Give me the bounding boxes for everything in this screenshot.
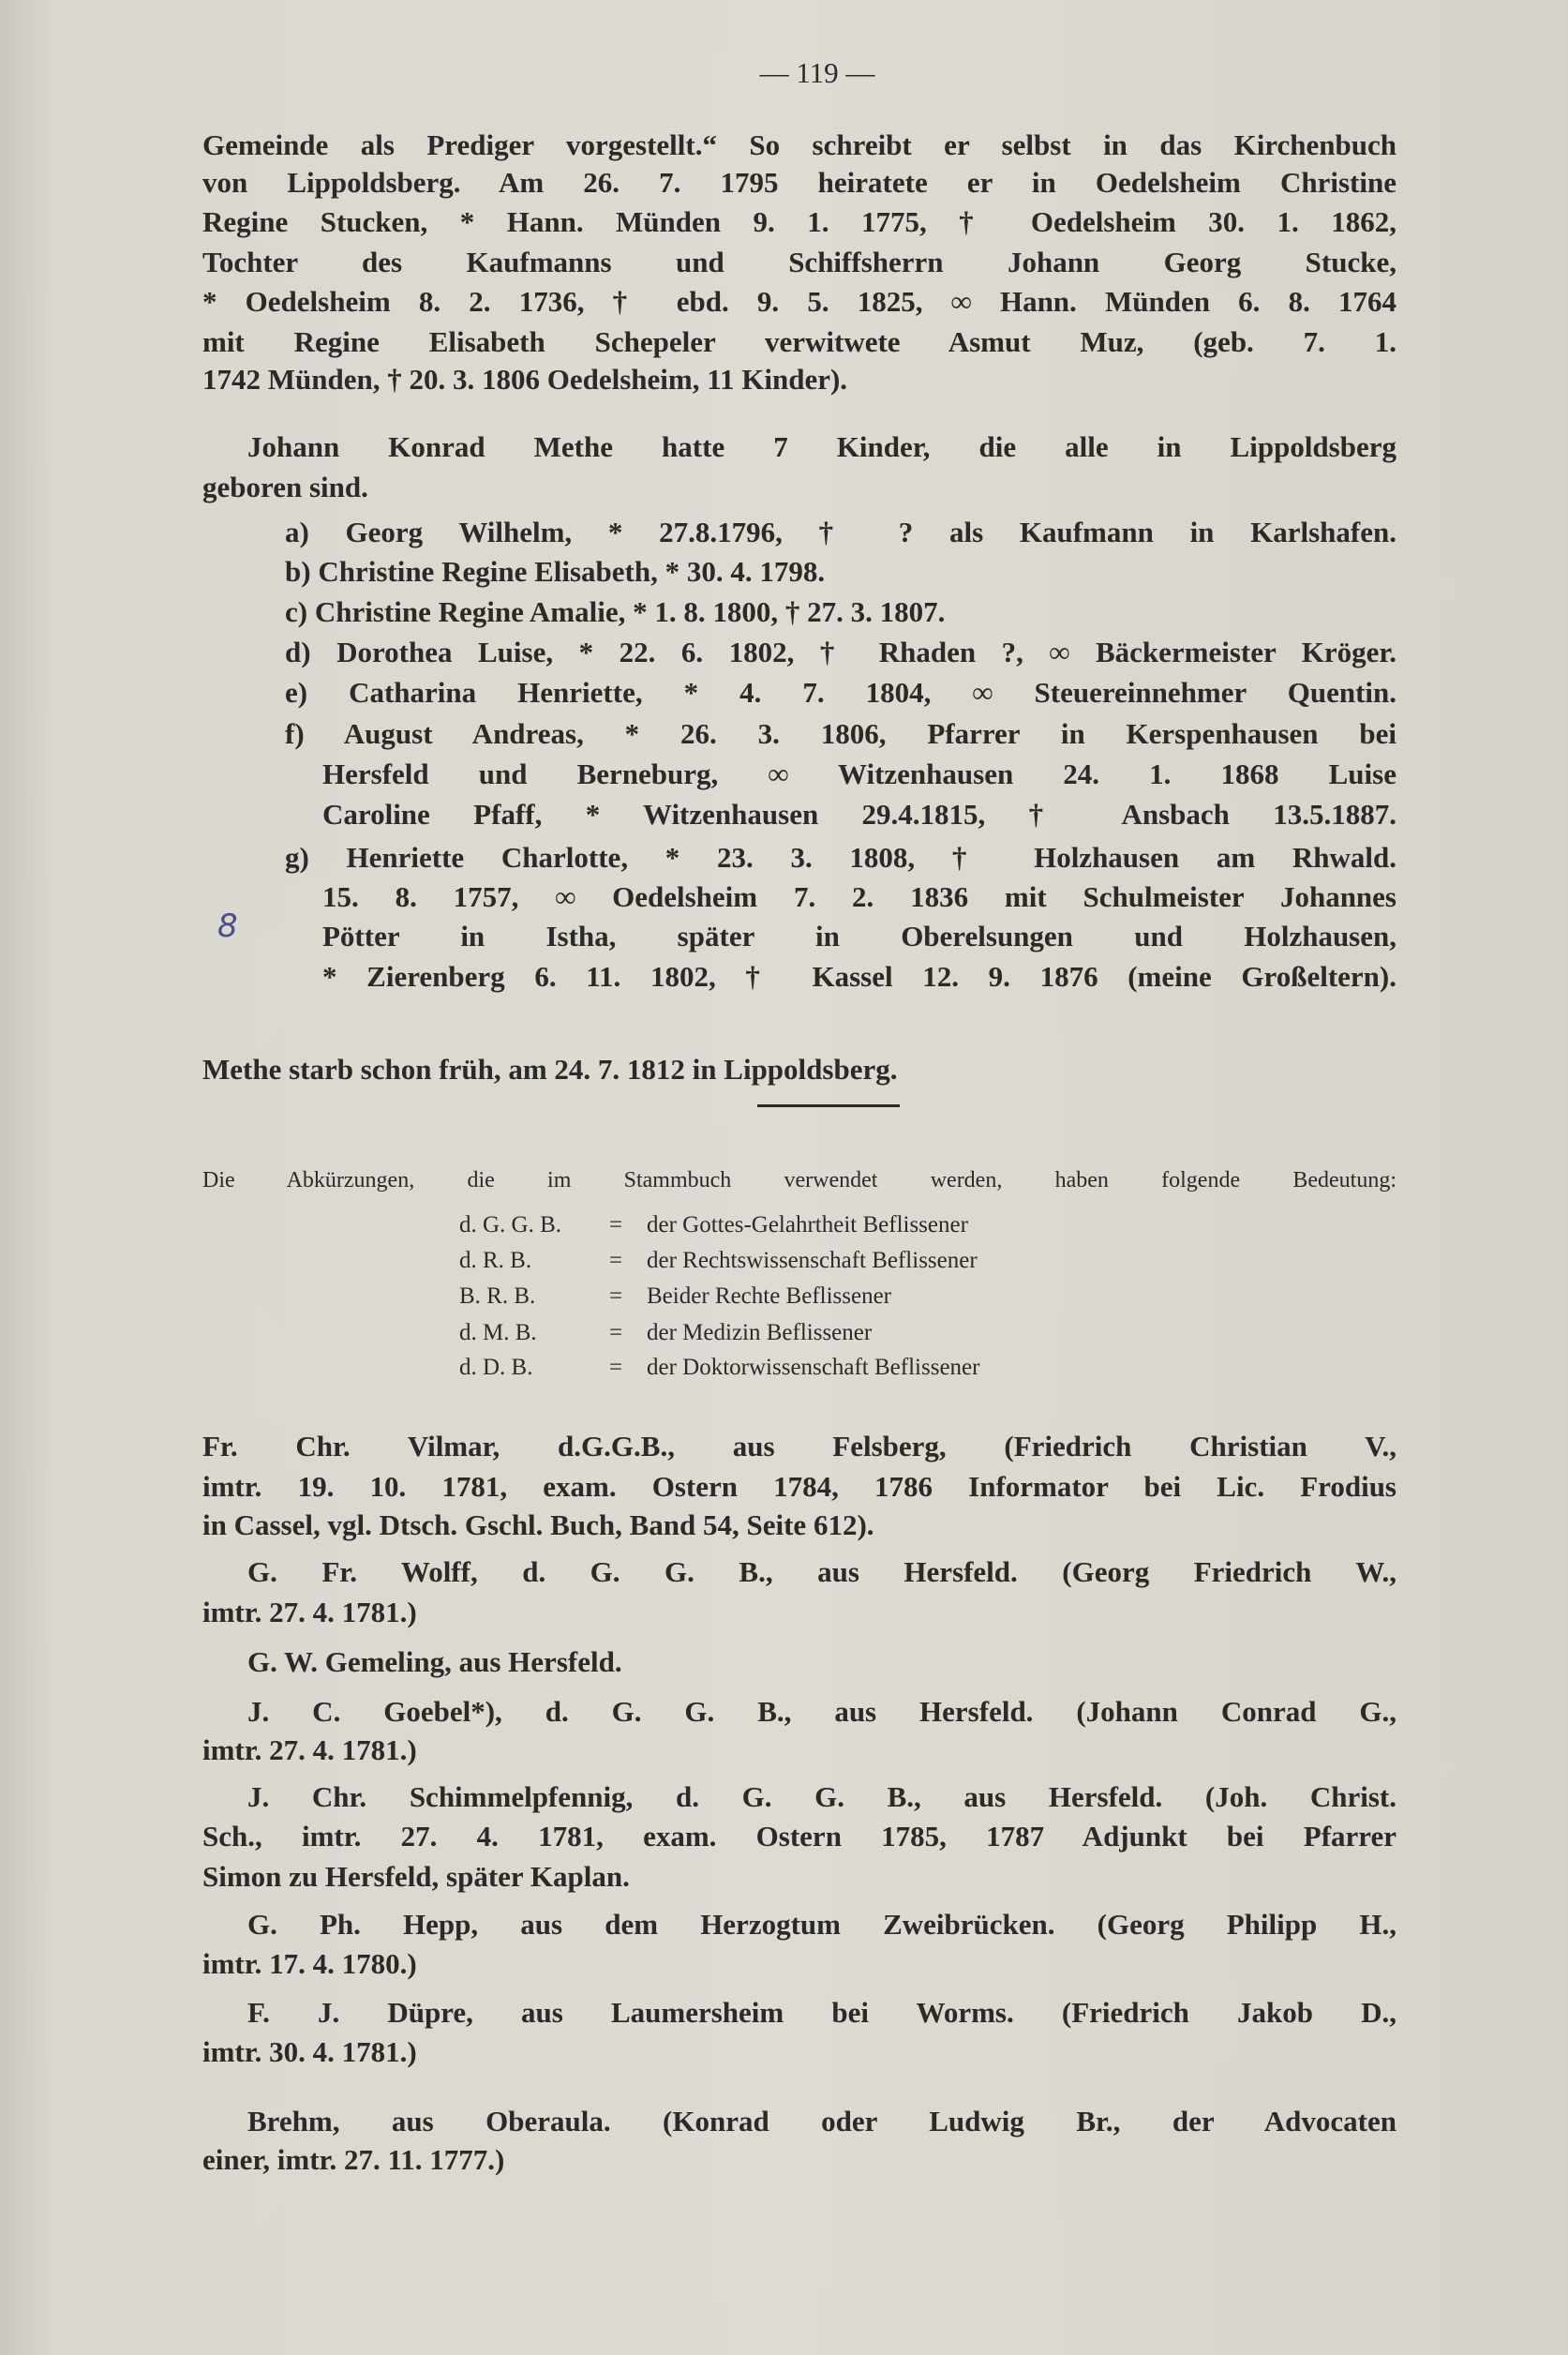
text-line: Brehm, aus Oberaula. (Konrad oder Ludwig Br., der Advocaten [247,2104,1396,2138]
text-line: c) Christine Regine Amalie, * 1. 8. 1800, † 27. 3. 1807. [285,595,946,628]
text-line: von Lippoldsberg. Am 26. 7. 1795 heiratete er in Oedelsheim Christine [202,166,1396,200]
text-line: * Zierenberg 6. 11. 1802, † Kassel 12. 9. 1876 (meine Großeltern). [322,959,1396,993]
text-line: G. Ph. Hepp, aus dem Herzogtum Zweibrücken. (Georg Philipp H., [247,1908,1396,1941]
text-line: d) Dorothea Luise, * 22. 6. 1802, † Rhaden ?, ∞ Bäckermeister Kröger. [285,636,1396,669]
page-number: — 119 — [759,56,875,89]
text-line: G. W. Gemeling, aus Hersfeld. [247,1645,622,1678]
text-line: Pötter in Istha, später in Oberelsungen und Holzhausen, [322,919,1396,952]
text-line: mit Regine Elisabeth Schepeler verwitwete Asmut Muz, (geb. 7. 1. [202,325,1396,358]
abbreviation: d. D. B. [459,1354,533,1380]
text-line: G. Fr. Wolff, d. G. G. B., aus Hersfeld. (Georg Friedrich W., [247,1555,1396,1588]
text-line: Die Abkürzungen, die im Stammbuch verwendet werden, haben folgende Bedeutung: [202,1168,1396,1193]
abbreviation-meaning: Beider Rechte Beflissener [647,1283,892,1310]
abbreviation-meaning: der Medizin Beflissener [647,1319,873,1345]
text-line: Caroline Pfaff, * Witzenhausen 29.4.1815, † Ansbach 13.5.1887. [322,798,1396,831]
text-line: in Cassel, vgl. Dtsch. Gschl. Buch, Band 54, Seite 612). [202,1508,874,1542]
text-line: Simon zu Hersfeld, später Kaplan. [202,1859,630,1893]
equals-sign: = [609,1354,623,1380]
text-line: Gemeinde als Prediger vorgestellt.“ So schreibt er selbst in das Kirchenbuch [202,128,1396,162]
text-line: F. J. Düpre, aus Laumersheim bei Worms. (Friedrich Jakob D., [247,1996,1396,2030]
text-line: imtr. 27. 4. 1781.) [202,1596,417,1629]
text-line: 15. 8. 1757, ∞ Oedelsheim 7. 2. 1836 mit Schulmeister Johannes [322,880,1396,913]
text-line: 1742 Münden, † 20. 3. 1806 Oedelsheim, 11 Kinder). [202,363,848,396]
text-line: imtr. 27. 4. 1781.) [202,1733,417,1767]
text-line: J. Chr. Schimmelpfennig, d. G. G. B., aus Hersfeld. (Joh. Christ. [247,1780,1396,1813]
abbreviation: d. R. B. [459,1248,532,1273]
text-line: imtr. 19. 10. 1781, exam. Ostern 1784, 1786 Informator bei Lic. Frodius [202,1469,1396,1503]
abbreviation-row [459,1352,979,1384]
handwritten-margin-note: 8 [217,908,238,945]
abbreviation-meaning: der Gottes-Gelahrtheit Beflissener [647,1211,968,1238]
text-line: imtr. 30. 4. 1781.) [202,2035,417,2068]
abbreviation: B. R. B. [459,1283,536,1310]
abbreviation-row [459,1317,872,1349]
text-line: Fr. Chr. Vilmar, d.G.G.B., aus Felsberg, (Friedrich Christian V., [202,1429,1396,1462]
abbreviation: d. M. B. [459,1319,537,1345]
text-line: Hersfeld und Berneburg, ∞ Witzenhausen 24. 1. 1868 Luise [322,757,1396,790]
abbreviation: d. G. G. B. [459,1211,562,1238]
text-line: g) Henriette Charlotte, * 23. 3. 1808, † Holzhausen am Rhwald. [285,841,1396,875]
equals-sign: = [609,1248,623,1273]
abbreviation-row [459,1245,978,1277]
text-line: Regine Stucken, * Hann. Münden 9. 1. 1775, † Oedelsheim 30. 1. 1862, [202,205,1396,238]
abbreviation-meaning: der Rechtswissenschaft Beflissener [647,1248,978,1273]
equals-sign: = [609,1319,623,1345]
text-line: Johann Konrad Methe hatte 7 Kinder, die alle in Lippoldsberg [247,430,1396,463]
abbreviation-meaning: der Doktorwissenschaft Beflissener [647,1354,980,1380]
text-line: Methe starb schon früh, am 24. 7. 1812 in Lippoldsberg. [202,1053,898,1086]
equals-sign: = [609,1211,623,1238]
section-divider [757,1104,900,1107]
abbreviation-row [459,1209,968,1241]
text-line: geboren sind. [202,471,368,504]
text-line: einer, imtr. 27. 11. 1777.) [202,2143,505,2177]
text-line: f) August Andreas, * 26. 3. 1806, Pfarrer in Kerspenhausen bei [285,716,1396,750]
equals-sign: = [609,1283,623,1310]
text-line: b) Christine Regine Elisabeth, * 30. 4. 1798. [285,554,826,588]
abbreviation-row [459,1281,891,1312]
text-line: a) Georg Wilhelm, * 27.8.1796, † ? als Kaufmann in Karlshafen. [285,516,1396,549]
text-line: Sch., imtr. 27. 4. 1781, exam. Ostern 1785, 1787 Adjunkt bei Pfarrer [202,1819,1396,1852]
text-line: J. C. Goebel*), d. G. G. B., aus Hersfeld. (Johann Conrad G., [247,1694,1396,1728]
text-line: * Oedelsheim 8. 2. 1736, † ebd. 9. 5. 1825, ∞ Hann. Münden 6. 8. 1764 [202,284,1396,318]
text-line: Tochter des Kaufmanns und Schiffsherrn Johann Georg Stucke, [202,246,1396,279]
text-line: e) Catharina Henriette, * 4. 7. 1804, ∞ Steuereinnehmer Quentin. [285,676,1396,710]
text-line: imtr. 17. 4. 1780.) [202,1946,417,1980]
